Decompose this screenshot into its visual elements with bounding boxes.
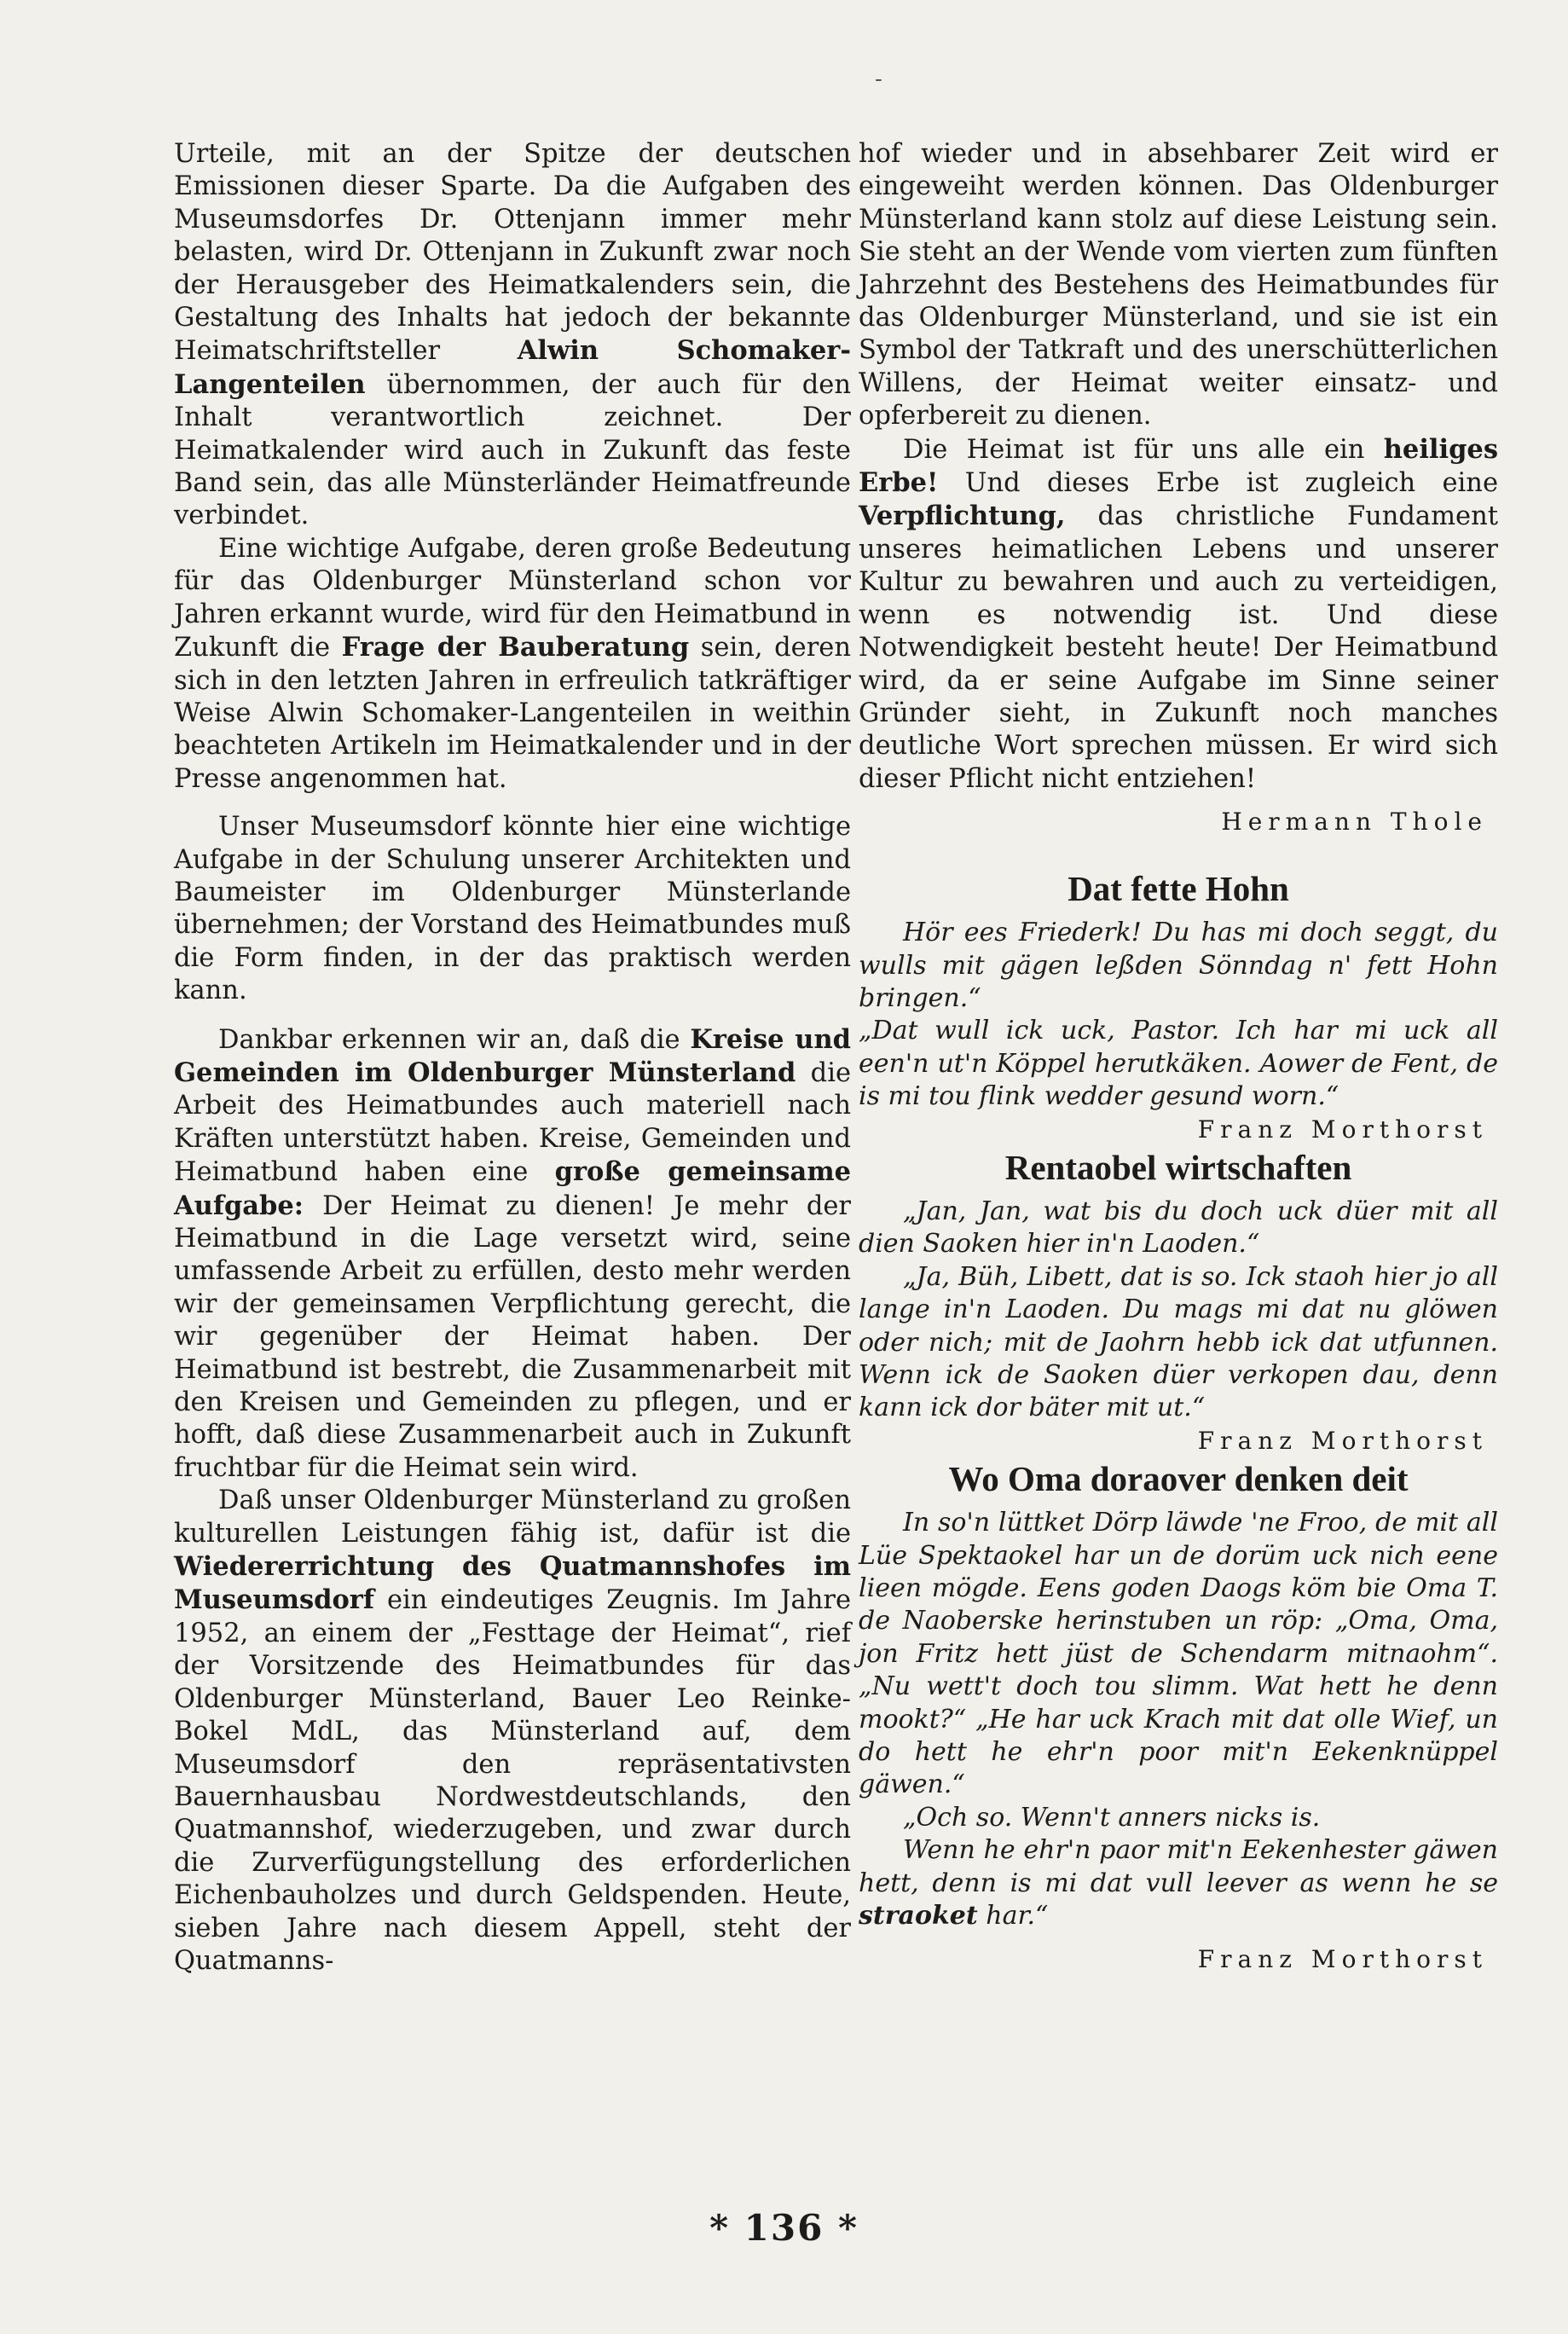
bold-text: Kreise und Gemeinden im Oldenburger Münsterland	[174, 1023, 851, 1088]
text: ein eindeutiges Zeugnis. Im Jahre 1952, an einem der „Festtage der Heimat“, rief der Vorsitzende des Heimatbundes für das Oldenburger Münsterland, Bauer Leo Reinke-Bokel MdL, das Münsterland auf, dem Museumsdorf den repräsentativsten Bauernhausbau Nordwestdeutschlands, den Quatmannshof, wiederzugeben, und zwar durch die Zurverfügungstellung des erforderlichen Eichenbauholzes und durch Geldspenden. Heute, sieben Jahre nach diesem Appell, steht der Quatmanns-	[174, 1585, 851, 1976]
right-column	[859, 138, 1498, 1976]
text: sein, deren sich in den letzten Jahren in erfreulich tatkräftiger Weise Alwin Schomaker-Langenteilen in weithin beachteten Artikeln im Heimatkalender und in der Presse angenommen hat.	[174, 633, 851, 794]
bold-text: heiliges Erbe!	[859, 433, 1498, 499]
story-line	[859, 917, 1498, 1015]
author-signature: Hermann Thole	[1221, 808, 1488, 837]
text: hof wieder und in absehbarer Zeit wird er eingeweiht werden können. Das Oldenburger Münsterland kann stolz auf diese Leistung sein. Sie steht an der Wende vom vierten zum fünften Jahrzehnt des Bestehens des Heimatbundes für das Oldenburger Münsterland, und sie ist ein Symbol der Tatkraft und des unerschütterlichen Willens, der Heimat weiter einsatz- und opferbereit zu dienen.	[859, 139, 1498, 431]
paragraph	[859, 138, 1498, 433]
author-signature: Franz Morthorst	[1197, 1944, 1488, 1973]
bold-text: Verpflichtung,	[859, 501, 1066, 532]
story-line	[859, 1834, 1498, 1932]
bold-text: straoket	[859, 1901, 978, 1931]
text: das christliche Fundament unseres heimatlichen Lebens und unserer Kultur zu bewahren und auch zu verteidigen, wenn es notwendig ist. Und diese Notwendigkeit besteht heute! Der Heimatbund wird, da er seine Aufgabe im Sinne seiner Gründer sieht, in Zukunft noch manches deutliche Wort sprechen müssen. Er wird sich dieser Pflicht nicht entziehen!	[859, 501, 1498, 794]
text: Die Heimat ist für uns alle ein	[903, 434, 1384, 465]
text: „Och so. Wenn't anners nicks is.	[903, 1802, 1321, 1833]
paragraph	[174, 138, 851, 533]
text: „Ja, Büh, Libett, dat is so. Ick staoh hier jo all lange in'n Laoden. Du mags mi dat nu glöwen oder nich; mit de Jaohrn hebb ick dat utfunnen. Wenn ick de Saoken düer verkopen dau, denn kann ick dor bäter mit ut.“	[859, 1261, 1498, 1423]
left-column	[174, 138, 851, 1978]
text: Eine wichtige Aufgabe, deren große Bedeutung für das Oldenburger Münsterland schon vor Jahren erkannt wurde, wird für den Heimatbund in Zukunft die	[174, 533, 851, 663]
text: Dankbar erkennen wir an, daß die	[218, 1024, 691, 1055]
text: Unser Museumsdorf könnte hier eine wichtige Aufgabe in der Schulung unserer Architekten und Baumeister im Oldenburger Münsterlande übernehmen; der Vorstand des Heimatbundes muß die Form finden, in der das praktisch werden kann.	[174, 812, 851, 1006]
story-line	[859, 1261, 1498, 1455]
text: Wenn he ehr'n paor mit'n Eekenhester gäwen hett, denn is mi dat vull leever as wenn he se	[859, 1835, 1498, 1898]
text: Hör ees Friederk! Du has mi doch seggt, du wulls mit gägen leßden Sönndag n' fett Hohn bringen.“	[859, 918, 1498, 1013]
bold-text: große gemeinsame Aufgabe:	[174, 1156, 851, 1221]
text: In so'n lüttket Dörp läwde 'ne Froo, de mit all Lüe Spektaokel har un de dorüm uck nich eene lieen mögde. Eens goden Daogs köm bie Oma T. de Naoberske herinstuben un röp: „Oma, Oma, jon Fritz hett jüst de Schendarm mitnaohm“. „Nu wett't doch tou slimm. Wat hett he denn mookt?“ „He har uck Krach mit dat olle Wief, un do hett he ehr'n poor mit'n Eekenknüppel gäwen.“	[859, 1508, 1498, 1800]
story-title: Dat fette Hohn	[1068, 869, 1289, 909]
text: „Dat wull ick uck, Pastor. Ich har mi uck all een'n ut'n Köppel herutkäken. Aower de Fent, de is mi tou flink wedder gesund worn.“	[859, 1016, 1498, 1112]
text: übernommen, der auch für den Inhalt verantwortlich zeichnet. Der Heimatkalender wird auch in Zukunft das feste Band sein, das alle Münsterländer Heimatfreunde verbindet.	[174, 369, 851, 531]
paragraph	[859, 433, 1498, 796]
text: har.“	[977, 1901, 1049, 1931]
story-line	[859, 1507, 1498, 1802]
bold-text: Alwin Schomaker-Langenteilen	[174, 335, 851, 400]
story-title: Wo Oma doraover denken deit	[948, 1459, 1409, 1499]
bold-text: Frage der Bauberatung	[341, 632, 690, 663]
text: die Arbeit des Heimatbundes auch materiell nach Kräften unterstützt haben. Kreise, Gemeinden und Heimatbund haben eine	[174, 1057, 851, 1188]
bold-text: Wiedererrichtung des Quatmannshofes im Museumsdorf	[174, 1551, 851, 1616]
text: Der Heimat zu dienen! Je mehr der Heimatbund in die Lage versetzt wird, seine umfassende Arbeit zu erfüllen, desto mehr werden wir der gemeinsamen Verpflichtung gerecht, die wir gegenüber der Heimat haben. Der Heimatbund ist bestrebt, die Zusammenarbeit mit den Kreisen und Gemeinden zu pflegen, und er hofft, daß diese Zusammenarbeit auch in Zukunft fruchtbar für die Heimat sein wird.	[174, 1190, 851, 1483]
text: Daß unser Oldenburger Münsterland zu großen kulturellen Leistungen fähig ist, dafür ist die	[174, 1486, 851, 1549]
text: Und dieses Erbe ist zugleich eine	[938, 468, 1498, 499]
paragraph	[174, 1023, 851, 1486]
text: Urteile, mit an der Spitze der deutschen Emissionen dieser Sparte. Da die Aufgaben des Museumsdorfes Dr. Ottenjann immer mehr belasten, wird Dr. Ottenjann in Zukunft zwar noch der Herausgeber des Heimatkalenders sein, die Gestaltung des Inhalts hat jedoch der bekannte Heimatschriftsteller	[174, 139, 851, 367]
paragraph	[174, 811, 851, 1007]
page-number: * 136 *	[709, 2207, 859, 2249]
story-line	[859, 1015, 1498, 1144]
paragraph	[174, 533, 851, 796]
story-line	[859, 1802, 1498, 1834]
page-mark: -	[875, 67, 882, 92]
story-line	[859, 1196, 1498, 1261]
paragraph	[174, 1485, 851, 1978]
story-title: Rentaobel wirtschaften	[1004, 1147, 1352, 1187]
author-signature: Franz Morthorst	[1197, 1426, 1488, 1455]
text: „Jan, Jan, wat bis du doch uck düer mit all dien Saoken hier in'n Laoden.“	[859, 1196, 1498, 1260]
author-signature: Franz Morthorst	[1197, 1115, 1488, 1144]
